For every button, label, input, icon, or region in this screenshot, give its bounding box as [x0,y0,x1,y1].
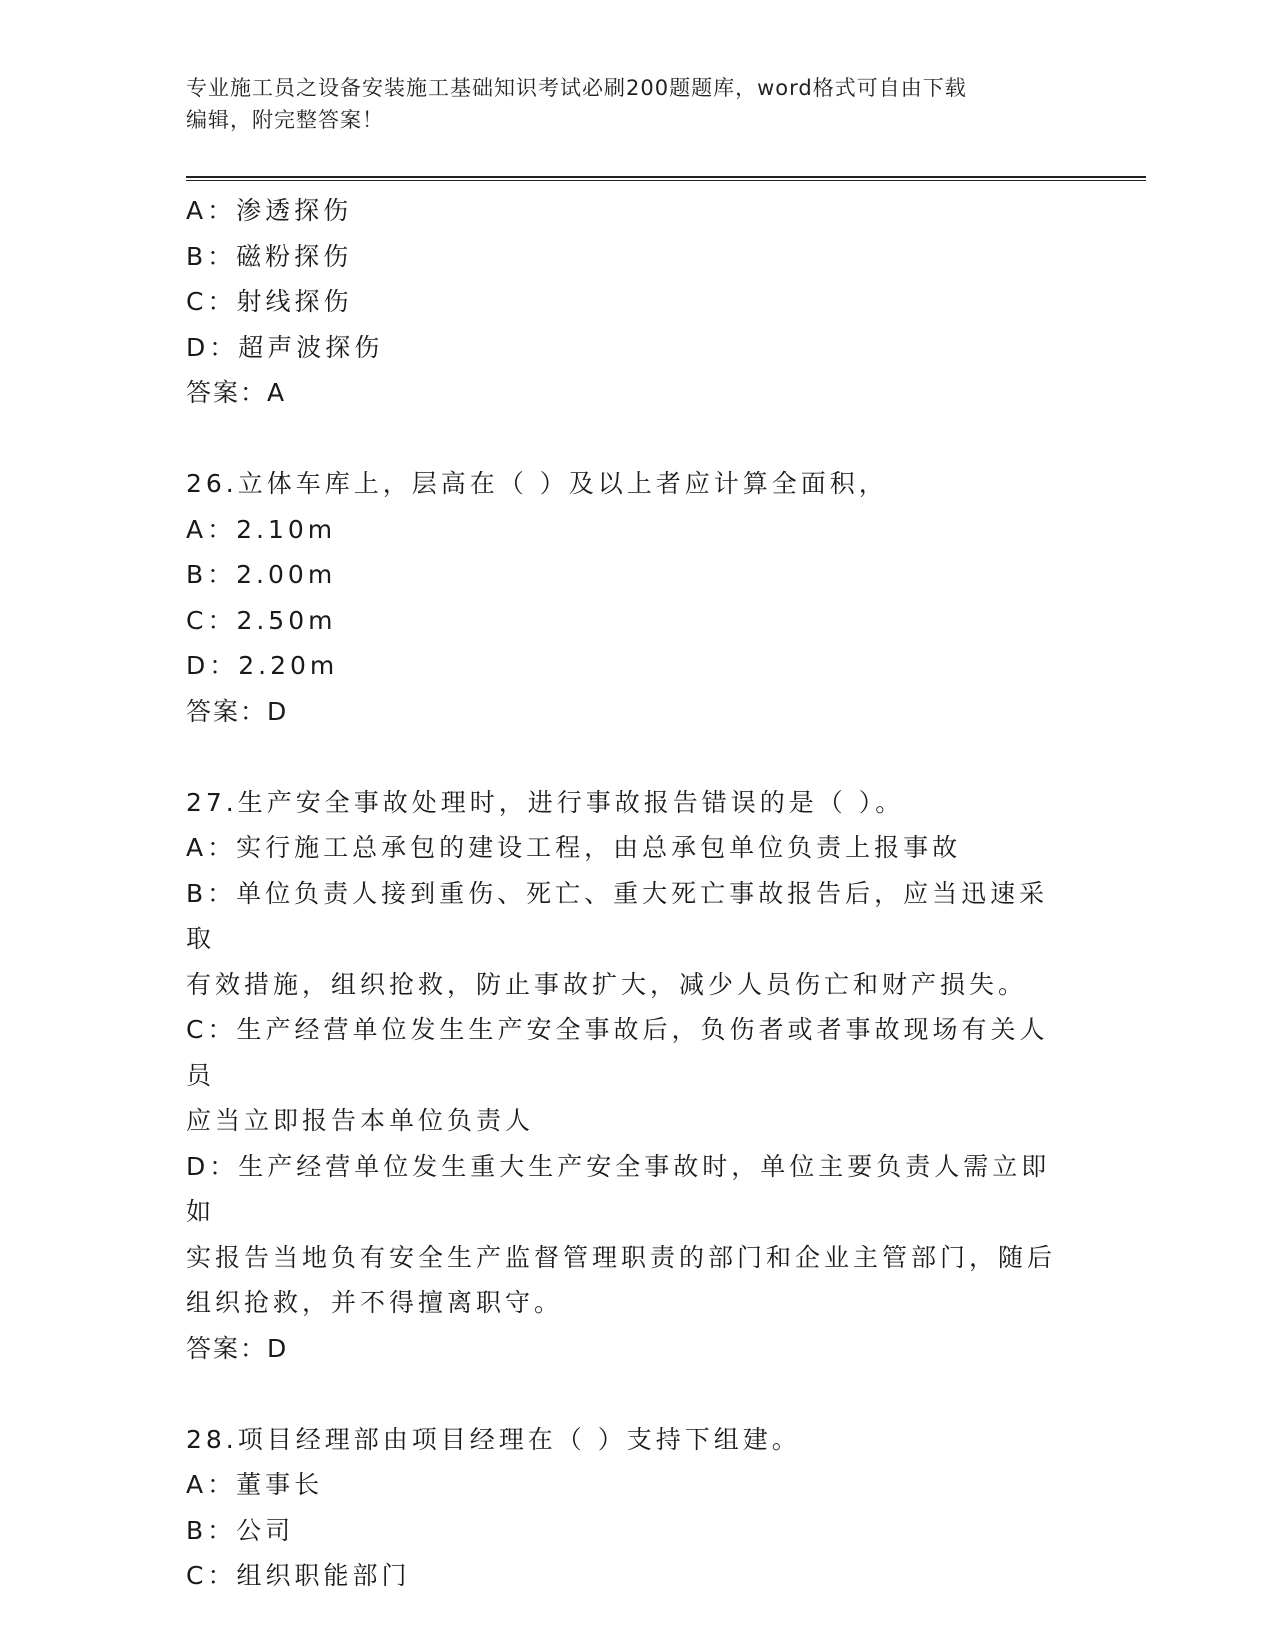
answer-line: 答案：D [186,1333,289,1363]
header-divider [186,176,1146,181]
option-line: A：2.10m [186,514,337,544]
option-line: A：实行施工总承包的建设工程，由总承包单位负责上报事故 [186,833,962,862]
option-line: C：2.50m [186,605,337,635]
header-line-1: 专业施工员之设备安装施工基础知识考试必刷200题题库，word格式可自由下载 [186,76,967,100]
option-line-continued: 实报告当地负有安全生产监督管理职责的部门和企业主管部门，随后 [186,1242,1057,1272]
option-line: C：生产经营单位发生生产安全事故后，负伤者或者事故现场有关人员 [186,1015,1049,1090]
question-text: 26.立体车库上，层高在（ ）及以上者应计算全面积， [186,469,888,498]
spacer [186,416,1066,462]
answer-line: 答案：D [186,696,289,726]
option-line: D：超声波探伤 [186,332,384,362]
option-line: A：董事长 [186,1470,324,1499]
question-block [186,188,1066,416]
option-line: B：单位负责人接到重伤、死亡、重大死亡事故报告后，应当迅速采取 [186,878,1049,953]
header-line-2: 编辑，附完整答案！ [186,108,384,132]
spacer [186,734,1066,780]
question-text: 27.生产安全事故处理时，进行事故报告错误的是（ ）。 [186,787,905,817]
question-block [186,1417,1066,1599]
option-line: C：射线探伤 [186,287,353,316]
option-line-continued: 组织抢救，并不得擅离职守。 [186,1288,564,1317]
spacer [186,1371,1066,1417]
document-body [186,188,1066,1599]
question-text: 28.项目经理部由项目经理在（ ）支持下组建。 [186,1424,801,1454]
option-line: A：渗透探伤 [186,196,353,225]
option-line: D：2.20m [186,651,339,680]
option-line: D：生产经营单位发生重大生产安全事故时，单位主要负责人需立即如 [186,1151,1051,1226]
option-line: B：磁粉探伤 [186,241,353,271]
option-line-continued: 有效措施，组织抢救，防止事故扩大，减少人员伤亡和财产损失。 [186,969,1028,999]
option-line: B：公司 [186,1515,295,1545]
answer-line: 答案：A [186,378,287,407]
question-block [186,461,1066,734]
question-block [186,780,1066,1372]
document-header [186,72,1066,136]
option-line: C：组织职能部门 [186,1561,411,1590]
option-line: B：2.00m [186,560,337,589]
option-line-continued: 应当立即报告本单位负责人 [186,1106,535,1135]
